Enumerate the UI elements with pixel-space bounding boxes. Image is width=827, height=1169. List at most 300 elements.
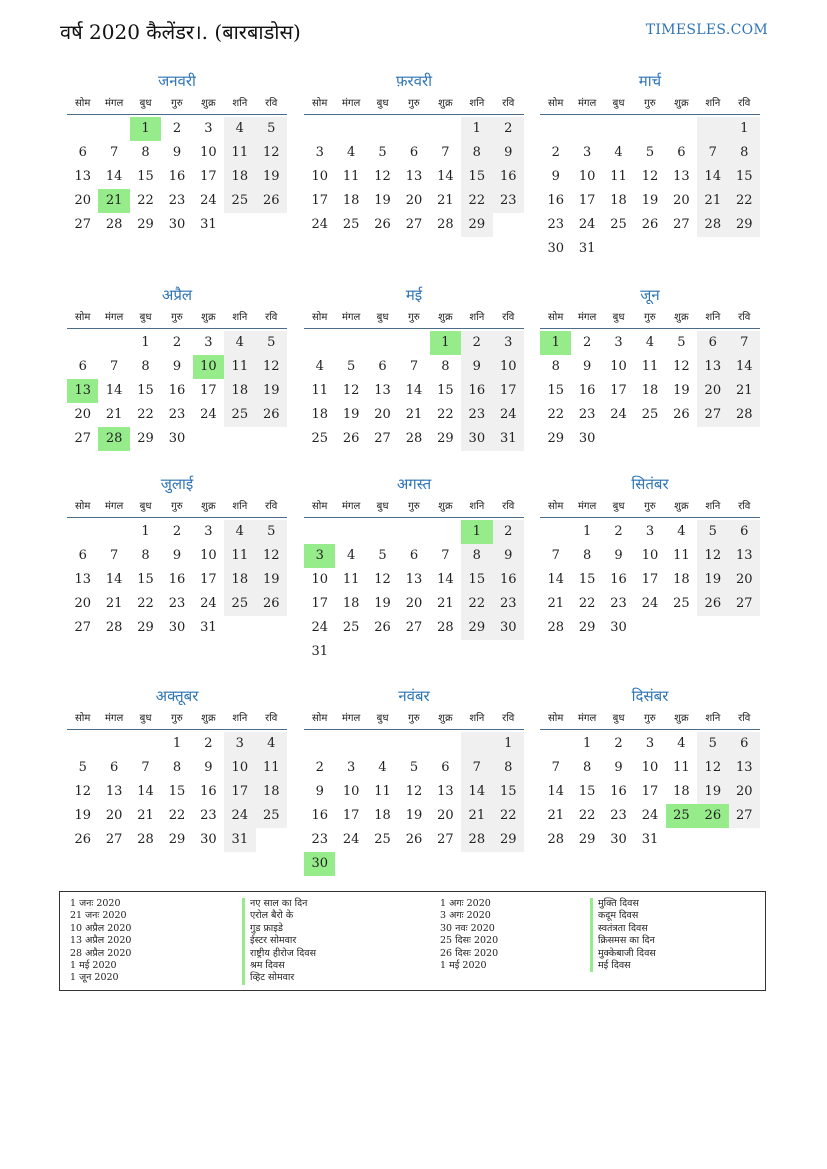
day-cell: 26 <box>374 620 391 635</box>
weekday-label: शुक्र <box>201 501 216 512</box>
holiday-date: 21 जनः 2020 <box>70 910 127 922</box>
weekday-label: मंगल <box>104 713 124 724</box>
weekday-header <box>67 306 287 329</box>
day-cell: 17 <box>342 808 360 823</box>
day-cell: 27 <box>74 217 91 232</box>
day-cell: 3 <box>614 335 623 350</box>
month-name: अक्तूबर <box>155 687 199 705</box>
day-cell: 19 <box>641 193 659 208</box>
month-block <box>67 70 287 237</box>
holiday-date: 26 दिसः 2020 <box>440 947 499 959</box>
day-cell: 29 <box>493 828 524 852</box>
day-cell: 22 <box>729 189 760 213</box>
empty-cell <box>603 117 634 141</box>
day-cell: 21 <box>437 193 454 208</box>
day-cell: 31 <box>578 241 596 256</box>
day-cell: 15 <box>168 784 186 799</box>
holiday-list-box <box>59 891 766 991</box>
holiday-name: मुक्केबाजी दिवस <box>590 948 656 960</box>
day-cell: 17 <box>578 193 596 208</box>
day-cell: 2 <box>582 335 592 350</box>
day-cell: 28 <box>105 217 123 232</box>
day-cell: 26 <box>74 832 91 847</box>
empty-cell <box>398 732 429 756</box>
weekday-label: मंगल <box>577 713 597 724</box>
day-cell: 7 <box>441 548 450 563</box>
day-grid <box>540 732 760 852</box>
day-cell: 25 <box>311 431 328 446</box>
day-cell: 19 <box>673 383 690 398</box>
day-cell: 2 <box>315 760 324 775</box>
month-block <box>540 70 760 261</box>
day-cell: 6 <box>409 548 419 563</box>
month-name: जून <box>640 286 660 304</box>
day-cell: 8 <box>493 756 524 780</box>
day-cell: 14 <box>137 784 154 799</box>
day-cell: 18 <box>256 780 287 804</box>
weekday-label: रवि <box>265 98 278 109</box>
day-cell: 26 <box>256 403 287 427</box>
day-cell: 6 <box>441 760 450 775</box>
day-cell: 3 <box>493 331 524 355</box>
day-cell: 20 <box>74 596 91 611</box>
day-cell: 30 <box>461 427 492 451</box>
day-cell: 11 <box>224 141 255 165</box>
day-cell: 11 <box>641 359 659 374</box>
day-cell: 19 <box>256 165 287 189</box>
day-cell: 5 <box>697 520 728 544</box>
day-cell: 19 <box>697 568 728 592</box>
day-cell: 1 <box>582 736 592 751</box>
day-cell: 12 <box>74 784 91 799</box>
day-cell: 15 <box>461 165 492 189</box>
weekday-label: शुक्र <box>201 713 216 724</box>
holiday-names-left <box>242 898 316 985</box>
day-cell: 8 <box>461 141 492 165</box>
empty-cell <box>430 520 461 544</box>
day-cell: 21 <box>105 596 123 611</box>
day-cell: 28 <box>437 620 454 635</box>
day-cell: 31 <box>224 828 255 852</box>
day-cell: 3 <box>315 145 324 160</box>
day-cell: 29 <box>547 431 564 446</box>
day-cell: 20 <box>405 596 423 611</box>
day-cell: 22 <box>137 407 154 422</box>
weekday-label: सोम <box>312 312 328 323</box>
day-cell: 4 <box>645 335 655 350</box>
empty-cell <box>367 117 398 141</box>
weekday-label: मंगल <box>104 501 124 512</box>
weekday-label: मंगल <box>341 713 361 724</box>
day-cell: 12 <box>697 756 728 780</box>
day-cell: 13 <box>405 572 423 587</box>
weekday-label: शनि <box>232 501 248 512</box>
day-cell: 14 <box>729 355 760 379</box>
holiday-day-cell: 25 <box>666 804 697 828</box>
day-cell: 8 <box>172 760 182 775</box>
day-cell: 14 <box>105 169 123 184</box>
site-logo-text[interactable]: TIMESLES.COM <box>645 22 768 38</box>
day-cell: 15 <box>729 165 760 189</box>
day-cell: 16 <box>311 808 328 823</box>
day-cell: 22 <box>137 193 154 208</box>
weekday-label: शुक्र <box>674 312 689 323</box>
day-cell: 15 <box>137 383 154 398</box>
day-cell: 23 <box>200 808 217 823</box>
day-cell: 30 <box>610 620 627 635</box>
day-cell: 10 <box>200 548 217 563</box>
day-cell: 29 <box>168 832 186 847</box>
weekday-header <box>304 306 524 329</box>
empty-cell <box>335 331 366 355</box>
day-cell: 14 <box>105 383 123 398</box>
day-cell: 26 <box>342 431 360 446</box>
weekday-label: सोम <box>548 98 564 109</box>
day-cell: 11 <box>256 756 287 780</box>
day-cell: 24 <box>200 407 217 422</box>
day-cell: 31 <box>200 217 217 232</box>
month-name: अप्रैल <box>161 286 193 304</box>
day-cell: 3 <box>204 335 213 350</box>
empty-cell <box>304 520 335 544</box>
weekday-label: रवि <box>738 501 751 512</box>
day-cell: 16 <box>493 165 524 189</box>
day-cell: 15 <box>137 572 154 587</box>
day-cell: 25 <box>641 407 659 422</box>
day-cell: 10 <box>342 784 360 799</box>
day-cell: 13 <box>74 572 91 587</box>
day-cell: 14 <box>461 780 492 804</box>
day-cell: 30 <box>493 616 524 640</box>
day-cell: 10 <box>493 355 524 379</box>
holiday-date: 28 अप्रैल 2020 <box>70 947 132 959</box>
day-cell: 22 <box>168 808 186 823</box>
day-cell: 8 <box>461 544 492 568</box>
empty-cell <box>367 331 398 355</box>
day-cell: 13 <box>374 383 391 398</box>
day-cell: 5 <box>256 331 287 355</box>
empty-cell <box>67 117 98 141</box>
day-cell: 2 <box>172 335 182 350</box>
day-cell: 14 <box>437 572 454 587</box>
day-cell: 8 <box>551 359 560 374</box>
day-cell: 21 <box>547 596 564 611</box>
holiday-name: स्वतंत्रता दिवस <box>590 923 656 935</box>
holiday-day-cell: 1 <box>430 331 461 355</box>
holiday-names-right <box>590 898 656 972</box>
weekday-label: गुरु <box>408 98 420 109</box>
day-grid <box>540 117 760 261</box>
weekday-label: सोम <box>548 713 564 724</box>
day-cell: 19 <box>256 379 287 403</box>
day-cell: 24 <box>493 403 524 427</box>
weekday-label: शनि <box>469 98 485 109</box>
day-cell: 9 <box>614 548 623 563</box>
day-cell: 18 <box>673 572 690 587</box>
day-cell: 6 <box>729 732 760 756</box>
day-cell: 1 <box>141 524 150 539</box>
day-cell: 2 <box>204 736 213 751</box>
day-cell: 27 <box>74 431 91 446</box>
day-cell: 14 <box>105 572 123 587</box>
day-cell: 26 <box>256 189 287 213</box>
day-cell: 4 <box>346 548 356 563</box>
empty-cell <box>430 732 461 756</box>
day-cell: 2 <box>493 117 524 141</box>
day-cell: 25 <box>256 804 287 828</box>
day-cell: 4 <box>224 331 255 355</box>
day-grid <box>304 732 524 876</box>
day-cell: 10 <box>200 145 217 160</box>
weekday-label: बुध <box>139 713 152 724</box>
holiday-day-cell: 1 <box>540 331 571 355</box>
day-cell: 20 <box>74 193 91 208</box>
empty-cell <box>67 732 98 756</box>
empty-cell <box>367 520 398 544</box>
day-grid <box>304 117 524 237</box>
day-cell: 27 <box>374 431 391 446</box>
day-cell: 5 <box>256 520 287 544</box>
day-cell: 26 <box>405 832 423 847</box>
day-cell: 12 <box>256 355 287 379</box>
day-cell: 2 <box>493 520 524 544</box>
day-cell: 14 <box>547 784 564 799</box>
holiday-dates-right <box>440 898 498 972</box>
day-cell: 16 <box>168 572 186 587</box>
month-name: फ़रवरी <box>395 72 433 90</box>
month-block <box>540 685 760 852</box>
weekday-header <box>540 306 760 329</box>
empty-cell <box>367 732 398 756</box>
weekday-label: बुध <box>612 312 625 323</box>
day-cell: 26 <box>641 217 659 232</box>
day-cell: 28 <box>437 217 454 232</box>
day-cell: 18 <box>374 808 391 823</box>
day-cell: 3 <box>204 524 213 539</box>
holiday-date: 25 दिसः 2020 <box>440 935 499 947</box>
day-cell: 3 <box>645 524 655 539</box>
day-cell: 4 <box>677 736 686 751</box>
month-block <box>540 284 760 451</box>
weekday-label: गुरु <box>171 98 183 109</box>
day-cell: 15 <box>578 572 596 587</box>
holiday-day-cell: 1 <box>130 117 161 141</box>
day-cell: 7 <box>441 145 450 160</box>
day-grid <box>304 331 524 451</box>
day-cell: 16 <box>168 169 186 184</box>
day-cell: 6 <box>78 548 87 563</box>
day-cell: 18 <box>342 193 360 208</box>
day-cell: 16 <box>200 784 217 799</box>
day-cell: 22 <box>461 189 492 213</box>
weekday-label: रवि <box>738 713 751 724</box>
holiday-date: 1 जून 2020 <box>70 972 119 984</box>
weekday-label: सोम <box>75 312 91 323</box>
day-cell: 29 <box>461 616 492 640</box>
weekday-label: रवि <box>265 312 278 323</box>
day-cell: 25 <box>224 592 255 616</box>
day-cell: 8 <box>441 359 450 374</box>
holiday-name: गुड फ्राइडे <box>242 923 316 935</box>
day-cell: 7 <box>141 760 150 775</box>
day-cell: 25 <box>610 217 627 232</box>
day-cell: 29 <box>137 217 154 232</box>
weekday-label: मंगल <box>104 98 124 109</box>
day-cell: 27 <box>729 592 760 616</box>
day-cell: 15 <box>547 383 564 398</box>
day-cell: 27 <box>729 804 760 828</box>
day-cell: 11 <box>673 548 690 563</box>
weekday-header <box>67 495 287 518</box>
day-cell: 9 <box>172 548 182 563</box>
day-cell: 7 <box>729 331 760 355</box>
month-name: जुलाई <box>160 475 194 493</box>
day-cell: 30 <box>168 620 186 635</box>
empty-cell <box>335 520 366 544</box>
month-name: दिसंबर <box>631 687 669 705</box>
weekday-label: गुरु <box>644 312 656 323</box>
day-cell: 22 <box>493 804 524 828</box>
empty-cell <box>130 732 161 756</box>
day-cell: 7 <box>697 141 728 165</box>
weekday-label: गुरु <box>171 312 183 323</box>
day-cell: 8 <box>729 141 760 165</box>
day-cell: 25 <box>224 189 255 213</box>
day-cell: 18 <box>311 407 328 422</box>
day-cell: 14 <box>547 572 564 587</box>
weekday-label: शनि <box>705 98 721 109</box>
weekday-header <box>540 92 760 115</box>
day-cell: 2 <box>614 736 623 751</box>
day-cell: 6 <box>378 359 387 374</box>
day-cell: 11 <box>224 544 255 568</box>
day-cell: 3 <box>645 736 655 751</box>
day-cell: 5 <box>378 548 387 563</box>
empty-cell <box>304 331 335 355</box>
weekday-label: बुध <box>376 713 389 724</box>
month-block <box>304 284 524 451</box>
day-cell: 6 <box>78 145 87 160</box>
day-cell: 12 <box>641 169 659 184</box>
day-cell: 10 <box>641 760 659 775</box>
weekday-label: मंगल <box>104 312 124 323</box>
month-block <box>304 70 524 237</box>
day-cell: 2 <box>461 331 492 355</box>
day-cell: 23 <box>311 832 328 847</box>
day-cell: 16 <box>610 784 627 799</box>
month-name: अगस्त <box>396 475 432 493</box>
day-cell: 13 <box>673 169 690 184</box>
day-cell: 13 <box>405 169 423 184</box>
empty-cell <box>398 520 429 544</box>
day-cell: 27 <box>405 217 423 232</box>
day-cell: 18 <box>673 784 690 799</box>
day-cell: 23 <box>493 189 524 213</box>
day-cell: 10 <box>641 548 659 563</box>
day-cell: 29 <box>729 213 760 237</box>
weekday-label: रवि <box>502 98 515 109</box>
empty-cell <box>461 732 492 756</box>
weekday-header <box>67 707 287 730</box>
empty-cell <box>304 117 335 141</box>
day-cell: 16 <box>610 572 627 587</box>
weekday-label: सोम <box>75 713 91 724</box>
day-cell: 15 <box>461 568 492 592</box>
weekday-label: शुक्र <box>201 98 216 109</box>
day-grid <box>67 732 287 852</box>
day-cell: 2 <box>614 524 623 539</box>
day-cell: 5 <box>256 117 287 141</box>
weekday-label: सोम <box>548 501 564 512</box>
day-cell: 16 <box>493 568 524 592</box>
day-cell: 8 <box>141 548 150 563</box>
day-cell: 29 <box>437 431 454 446</box>
day-cell: 30 <box>168 217 186 232</box>
day-cell: 22 <box>547 407 564 422</box>
weekday-label: शनि <box>232 312 248 323</box>
day-cell: 31 <box>200 620 217 635</box>
day-cell: 3 <box>224 732 255 756</box>
holiday-name: मुक्ति दिवस <box>590 898 656 910</box>
day-cell: 30 <box>578 431 596 446</box>
weekday-label: बुध <box>612 98 625 109</box>
weekday-label: गुरु <box>408 713 420 724</box>
empty-cell <box>697 117 728 141</box>
day-cell: 11 <box>224 355 255 379</box>
day-cell: 31 <box>493 427 524 451</box>
day-cell: 25 <box>224 403 255 427</box>
month-block <box>67 685 287 852</box>
weekday-label: सोम <box>75 501 91 512</box>
weekday-label: मंगल <box>341 98 361 109</box>
day-grid <box>67 331 287 451</box>
empty-cell <box>304 732 335 756</box>
day-cell: 20 <box>374 407 391 422</box>
weekday-label: बुध <box>376 501 389 512</box>
day-cell: 10 <box>311 572 328 587</box>
day-cell: 6 <box>409 145 419 160</box>
weekday-label: गुरु <box>408 501 420 512</box>
weekday-label: शनि <box>469 713 485 724</box>
day-cell: 15 <box>137 169 154 184</box>
day-cell: 21 <box>437 596 454 611</box>
day-cell: 23 <box>168 407 186 422</box>
day-cell: 16 <box>578 383 596 398</box>
day-cell: 22 <box>578 596 596 611</box>
day-cell: 1 <box>582 524 592 539</box>
day-cell: 24 <box>311 217 328 232</box>
day-cell: 9 <box>582 359 592 374</box>
month-name: सितंबर <box>631 475 669 493</box>
weekday-header <box>540 495 760 518</box>
day-cell: 4 <box>346 145 356 160</box>
day-cell: 26 <box>697 592 728 616</box>
day-cell: 19 <box>256 568 287 592</box>
day-cell: 23 <box>168 596 186 611</box>
holiday-name: नए साल का दिन <box>242 898 316 910</box>
day-cell: 19 <box>374 596 391 611</box>
weekday-label: शुक्र <box>674 98 689 109</box>
day-cell: 9 <box>172 145 182 160</box>
day-cell: 28 <box>405 431 423 446</box>
day-cell: 18 <box>641 383 659 398</box>
day-cell: 5 <box>697 732 728 756</box>
page-title: वर्ष 2020 कैलेंडर।. (बारबाडोस) <box>60 20 301 44</box>
day-cell: 18 <box>224 165 255 189</box>
day-cell: 11 <box>610 169 627 184</box>
weekday-label: गुरु <box>644 98 656 109</box>
day-cell: 27 <box>697 403 728 427</box>
